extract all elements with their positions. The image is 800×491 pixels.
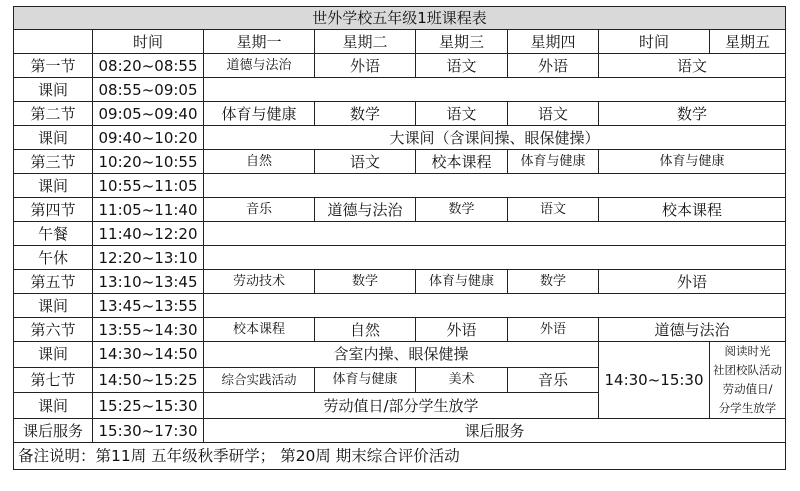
row-label: 第三节: [14, 150, 93, 174]
header-blank: [14, 30, 93, 54]
break-3-row: [14, 174, 786, 198]
friday-cell: 校本课程: [599, 198, 786, 222]
row-label: 课间: [14, 294, 93, 318]
header-tuesday: 星期二: [315, 30, 416, 54]
header-row: [14, 30, 786, 54]
row-label: 午餐: [14, 222, 93, 246]
header-wednesday: 星期三: [416, 30, 508, 54]
row-time: 13:10~13:45: [93, 270, 204, 294]
friday-activity-line: 社团校队活动: [713, 363, 783, 377]
thursday-cell: 音乐: [508, 367, 599, 393]
row-time: 08:20~08:55: [93, 54, 204, 78]
rest-row: [14, 246, 786, 270]
monday-cell: 劳动技术: [204, 270, 315, 294]
row-label: 第二节: [14, 102, 93, 126]
row-time: 10:55~11:05: [93, 174, 204, 198]
wednesday-cell: 语文: [416, 54, 508, 78]
row-label: 课间: [14, 342, 93, 368]
friday-cell: 体育与健康: [599, 150, 786, 174]
tuesday-cell: 自然: [315, 318, 416, 342]
row-label: 课间: [14, 78, 93, 102]
friday-cell: 数学: [599, 102, 786, 126]
friday-activity-line: 劳动值日/: [722, 382, 773, 396]
row-label: 课间: [14, 393, 93, 419]
table-title: 世外学校五年级1班课程表: [14, 7, 786, 30]
header-monday: 星期一: [204, 30, 315, 54]
friday-cell: 外语: [599, 270, 786, 294]
break-activity-cell: 大课间（含课间操、眼保健操）: [204, 126, 786, 150]
break-activity-cell: 劳动值日/部分学生放学: [204, 393, 599, 419]
row-time: 13:55~14:30: [93, 318, 204, 342]
break-activity-cell: 含室内操、眼保健操: [204, 342, 599, 368]
friday-activity-line: 分学生放学: [718, 401, 777, 415]
break-cell: [204, 294, 786, 318]
break-6-row: [14, 342, 786, 368]
wednesday-cell: 美术: [416, 367, 508, 393]
monday-cell: 道德与法治: [204, 54, 315, 78]
header-friday-time: 时间: [599, 30, 710, 54]
monday-cell: 综合实践活动: [204, 367, 315, 393]
row-time: 14:30~14:50: [93, 342, 204, 368]
header-time: 时间: [93, 30, 204, 54]
friday-activity-line: 阅读时光: [724, 344, 771, 358]
wednesday-cell: 数学: [416, 198, 508, 222]
row-label: 第七节: [14, 367, 93, 393]
wednesday-cell: 体育与健康: [416, 270, 508, 294]
lunch-row: [14, 222, 786, 246]
friday-afternoon-activities: [710, 342, 786, 419]
tuesday-cell: 数学: [315, 270, 416, 294]
row-label: 第四节: [14, 198, 93, 222]
period-3-row: [14, 150, 786, 174]
row-time: 08:55~09:05: [93, 78, 204, 102]
friday-cell: 道德与法治: [599, 318, 786, 342]
break-cell: [204, 174, 786, 198]
note-row: [14, 443, 786, 470]
after-school-cell: 课后服务: [204, 419, 786, 443]
header-thursday: 星期四: [508, 30, 599, 54]
after-school-row: [14, 419, 786, 443]
period-1-row: [14, 54, 786, 78]
row-label: 第六节: [14, 318, 93, 342]
break-1-row: [14, 78, 786, 102]
wednesday-cell: 校本课程: [416, 150, 508, 174]
row-time: 09:40~10:20: [93, 126, 204, 150]
monday-cell: 体育与健康: [204, 102, 315, 126]
tuesday-cell: 道德与法治: [315, 198, 416, 222]
row-label: 课间: [14, 126, 93, 150]
period-4-row: [14, 198, 786, 222]
lunch-cell: [204, 222, 786, 246]
row-label: 第一节: [14, 54, 93, 78]
row-time: 14:50~15:25: [93, 367, 204, 393]
rest-cell: [204, 246, 786, 270]
tuesday-cell: 体育与健康: [315, 367, 416, 393]
row-time: 15:25~15:30: [93, 393, 204, 419]
timetable: [13, 6, 786, 470]
monday-cell: 校本课程: [204, 318, 315, 342]
thursday-cell: 外语: [508, 318, 599, 342]
thursday-cell: 语文: [508, 102, 599, 126]
tuesday-cell: 外语: [315, 54, 416, 78]
title-row: [14, 7, 786, 30]
wednesday-cell: 外语: [416, 318, 508, 342]
tuesday-cell: 数学: [315, 102, 416, 126]
break-cell: [204, 78, 786, 102]
monday-cell: 音乐: [204, 198, 315, 222]
break-2-row: [14, 126, 786, 150]
row-label: 课后服务: [14, 419, 93, 443]
row-time: 10:20~10:55: [93, 150, 204, 174]
tuesday-cell: 语文: [315, 150, 416, 174]
row-time: 15:30~17:30: [93, 419, 204, 443]
break-5-row: [14, 294, 786, 318]
monday-cell: 自然: [204, 150, 315, 174]
friday-cell: 语文: [599, 54, 786, 78]
period-2-row: [14, 102, 786, 126]
friday-afternoon-time: 14:30~15:30: [599, 342, 710, 419]
thursday-cell: 外语: [508, 54, 599, 78]
thursday-cell: 数学: [508, 270, 599, 294]
thursday-cell: 体育与健康: [508, 150, 599, 174]
note-text: 备注说明：第11周 五年级秋季研学； 第20周 期末综合评价活动: [14, 443, 786, 470]
header-friday: 星期五: [710, 30, 786, 54]
row-time: 09:05~09:40: [93, 102, 204, 126]
wednesday-cell: 语文: [416, 102, 508, 126]
row-time: 12:20~13:10: [93, 246, 204, 270]
row-time: 11:05~11:40: [93, 198, 204, 222]
timetable-wrapper: [13, 6, 785, 470]
row-label: 午休: [14, 246, 93, 270]
period-6-row: [14, 318, 786, 342]
row-label: 第五节: [14, 270, 93, 294]
row-label: 课间: [14, 174, 93, 198]
period-5-row: [14, 270, 786, 294]
thursday-cell: 语文: [508, 198, 599, 222]
row-time: 11:40~12:20: [93, 222, 204, 246]
row-time: 13:45~13:55: [93, 294, 204, 318]
